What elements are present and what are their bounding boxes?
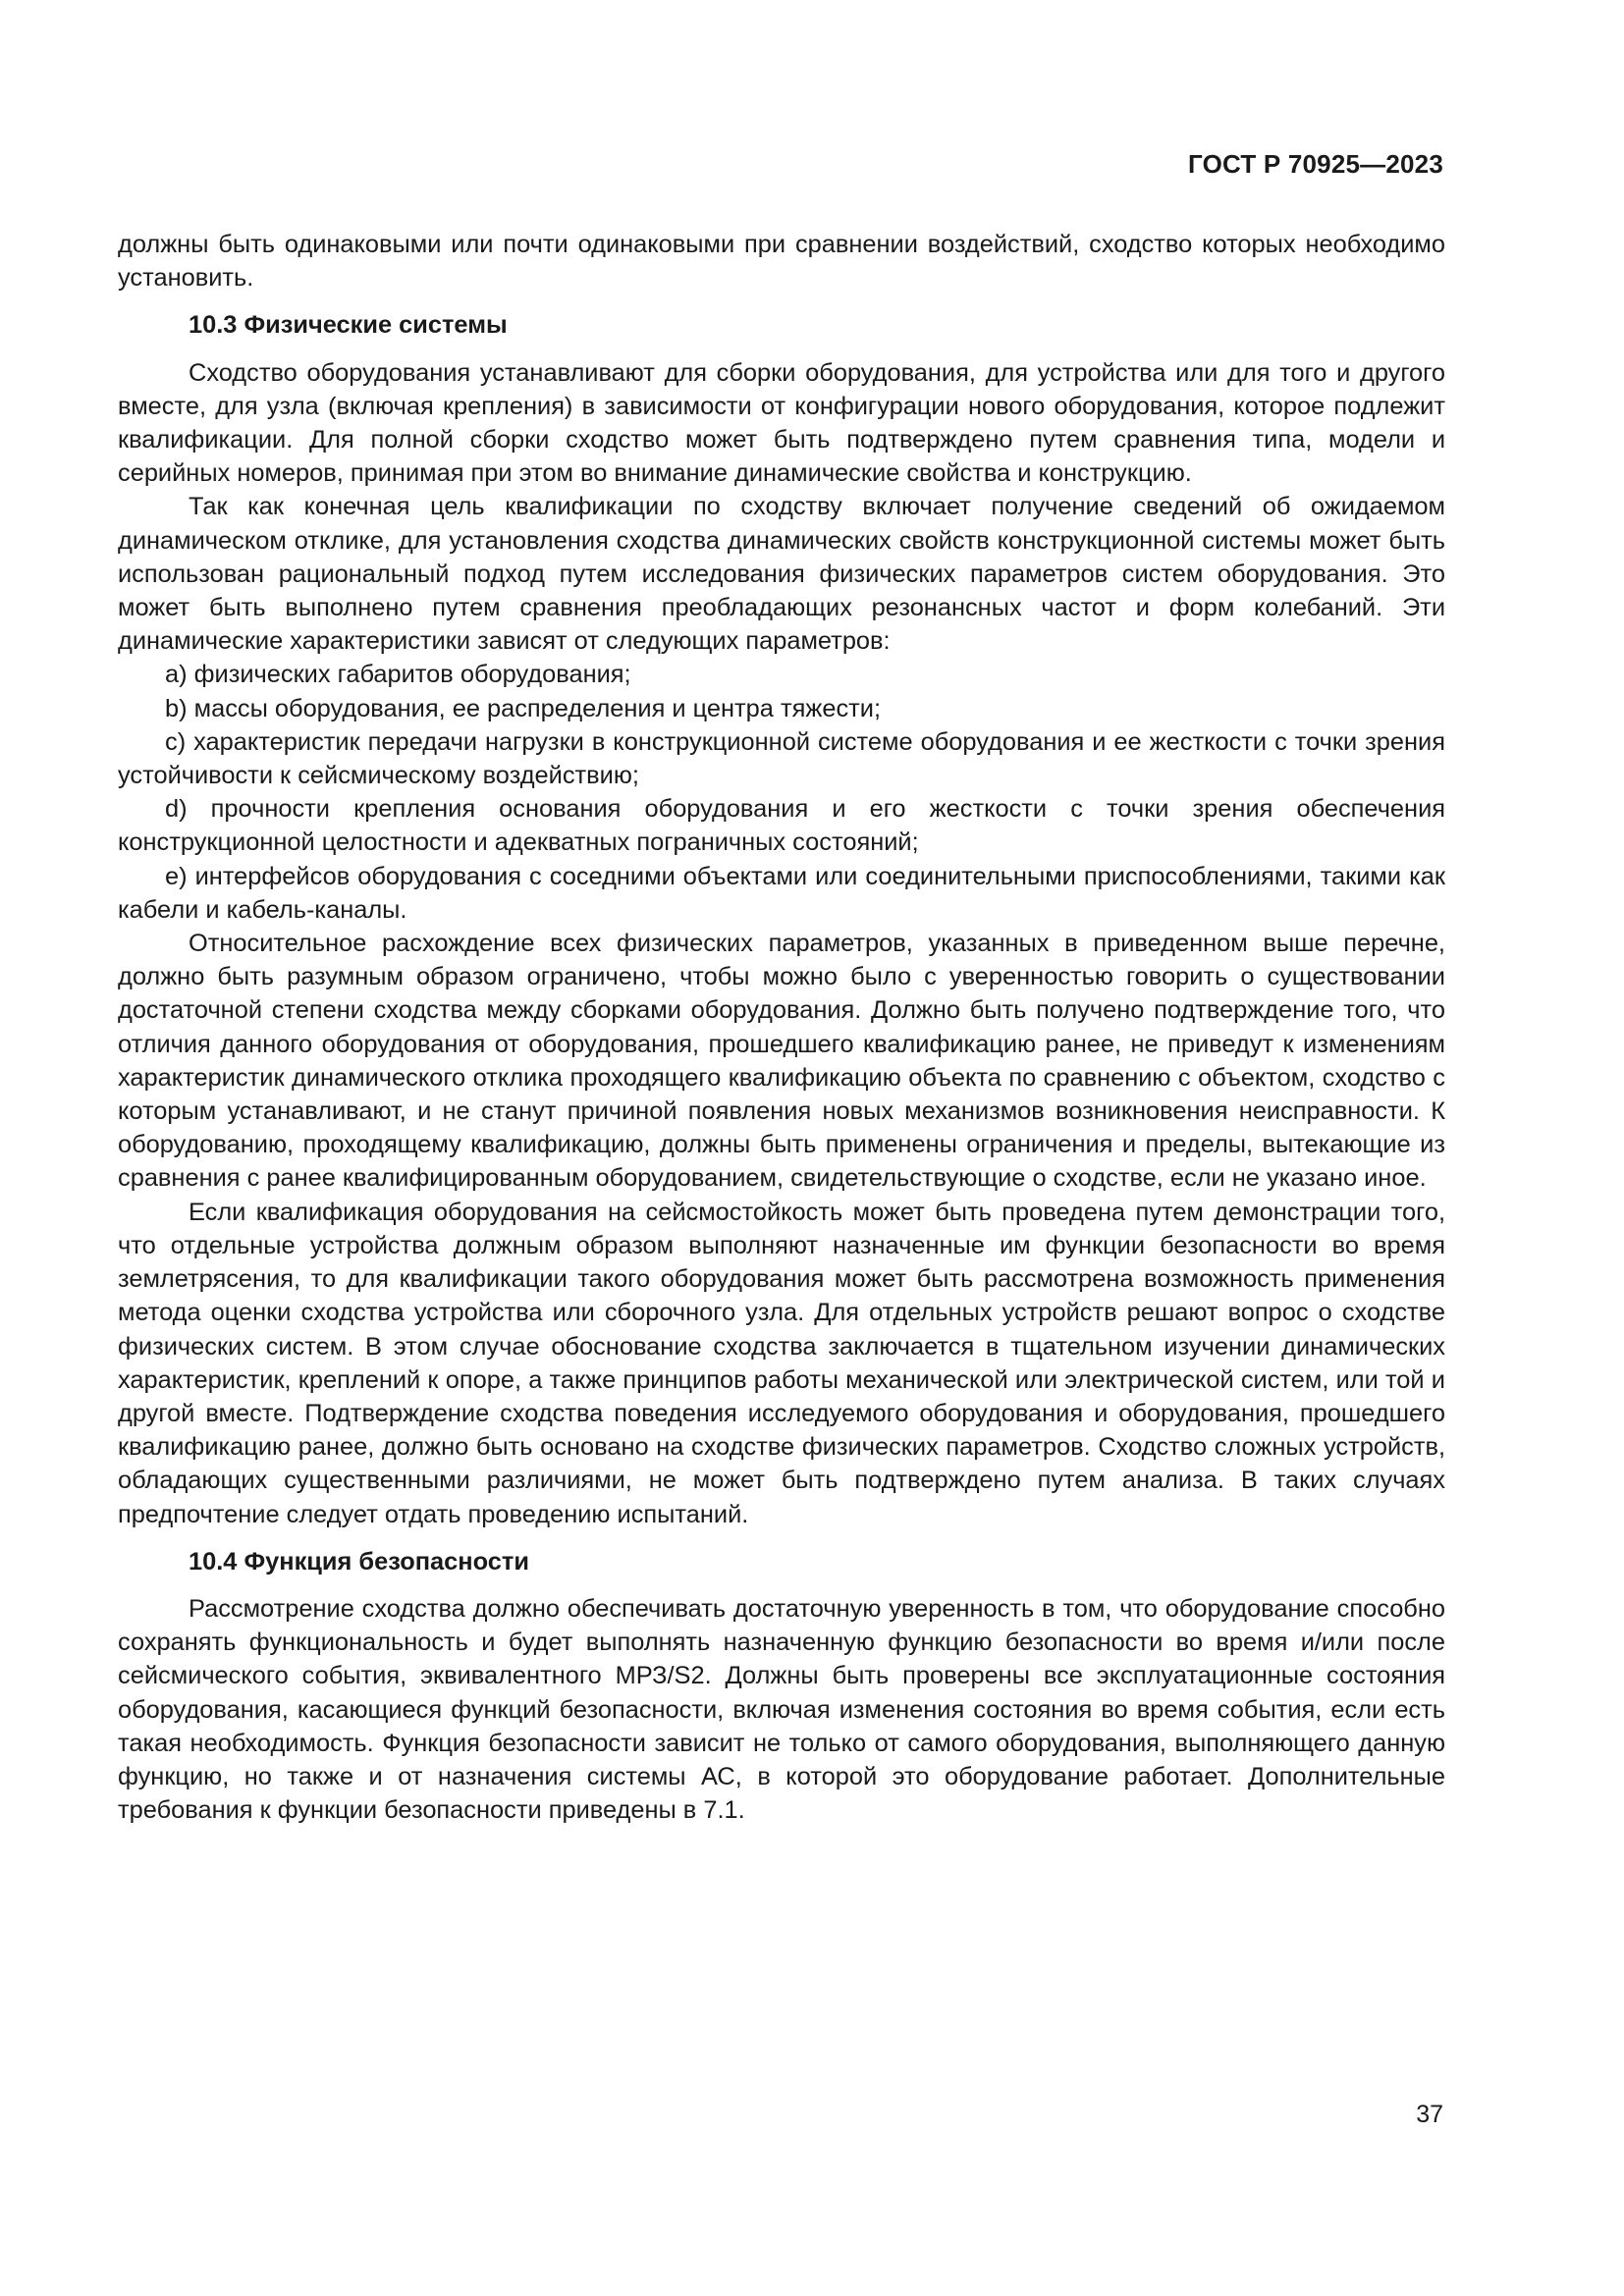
section-10-4-paragraph-1: Рассмотрение сходства должно обеспечивать достаточную уверенность в том, что оборудование способно сохранять функциональность и будет выполнять назначенную функцию безопасности во время и/или после сейсмического события, эквивалентного МРЗ/S2. Должны быть проверены все эксплуатационные состояния оборудования, касающиеся функций безопасности, включая изменения состояния во время события, если есть такая необходимость. Функция безопасности зависит не только от самого оборудования, выполняющего данную функцию, но также и от назначения системы АС, в которой это оборудование работает. Дополнительные требования к функции безопасности приведены в 7.1.: [118, 1594, 1445, 1825]
section-10-3-paragraph-3: Относительное расхождение всех физических параметров, указанных в приведенном выше перечне, должно быть разумным образом ограничено, чтобы можно было с уверенностью говорить о существовании достаточной степени сходства между сборками оборудования. Должно быть получено подтверждение того, что отличия данного оборудования от оборудования, прошедшего квалификацию ранее, не приведут к изменениям характеристик динамического отклика проходящего квалификацию объекта по сравнению с объектом, сходство с которым устанавливают, и не станут причиной появления новых механизмов возникновения неисправности. К оборудованию, проходящему квалификацию, должны быть применены ограничения и пределы, вытекающие из сравнения с ранее квалифицированным оборудованием, свидетельствующие о сходстве, если не указано иное.: [118, 930, 1445, 1193]
section-10-3-paragraph-1: Сходство оборудования устанавливают для сборки оборудования, для устройства или для того и другого вместе, для узла (включая крепления) в зависимости от конфигурации нового оборудования, которое подлежит квалификации. Для полной сборки сходство может быть подтверждено путем сравнения типа, модели и серийных номеров, принимая при этом во внимание динамические свойства и конструкцию.: [118, 358, 1445, 488]
section-heading-10-3: 10.3 Физические системы: [189, 311, 508, 340]
section-heading-10-4: 10.4 Функция безопасности: [189, 1547, 529, 1575]
list-item-b: b) массы оборудования, ее распределения и центра тяжести;: [165, 694, 882, 722]
page-number: 37: [1416, 2101, 1443, 2128]
intro-paragraph: должны быть одинаковыми или почти одинаковыми при сравнении воздействий, сходство которых необходимо установить.: [118, 231, 1445, 293]
section-10-3-paragraph-4: Если квалификация оборудования на сейсмостойкость может быть проведена путем демонстрации того, что отдельные устройства должным образом выполняют назначенные им функции безопасности во время землетрясения, то для квалификации такого оборудования может быть рассмотрена возможность применения метода оценки сходства устройства или сборочного узла. Для отдельных устройств решают вопрос о сходстве физических систем. В этом случае обоснование сходства заключается в тщательном изучении динамических характеристик, креплений к опоре, а также принципов работы механической или электрической систем, или той и другой вместе. Подтверждение сходства поведения исследуемого оборудования и оборудования, прошедшего квалификацию ранее, должно быть основано на сходстве физических параметров. Сходство сложных устройств, обладающих существенными различиями, не может быть подтверждено путем анализа. В таких случаях предпочтение следует отдать проведению испытаний.: [118, 1198, 1445, 1528]
list-item-e: e) интерфейсов оборудования с соседними объектами или соединительными приспособлениями, такими как кабели и кабель-каналы.: [118, 862, 1445, 924]
document-header-id: ГОСТ Р 70925—2023: [1188, 149, 1443, 179]
list-item-a: a) физических габаритов оборудования;: [165, 661, 631, 689]
list-item-c: c) характеристик передачи нагрузки в конструкционной системе оборудования и ее жесткости с точки зрения устойчивости к сейсмическому воздействию;: [118, 727, 1445, 790]
list-item-d: d) прочности крепления основания оборудования и его жесткости с точки зрения обеспечения конструкционной целостности и адекватных пограничных состояний;: [118, 795, 1445, 857]
section-10-3-paragraph-2: Так как конечная цель квалификации по сходству включает получение сведений об ожидаемом динамическом отклике, для установления сходства динамических свойств конструкционной системы может быть использован рациональный подход путем исследования физических параметров систем оборудования. Это может быть выполнено путем сравнения преобладающих резонансных частот и форм колебаний. Эти динамические характеристики зависят от следующих параметров:: [118, 493, 1445, 656]
document-body: [118, 228, 1445, 1827]
